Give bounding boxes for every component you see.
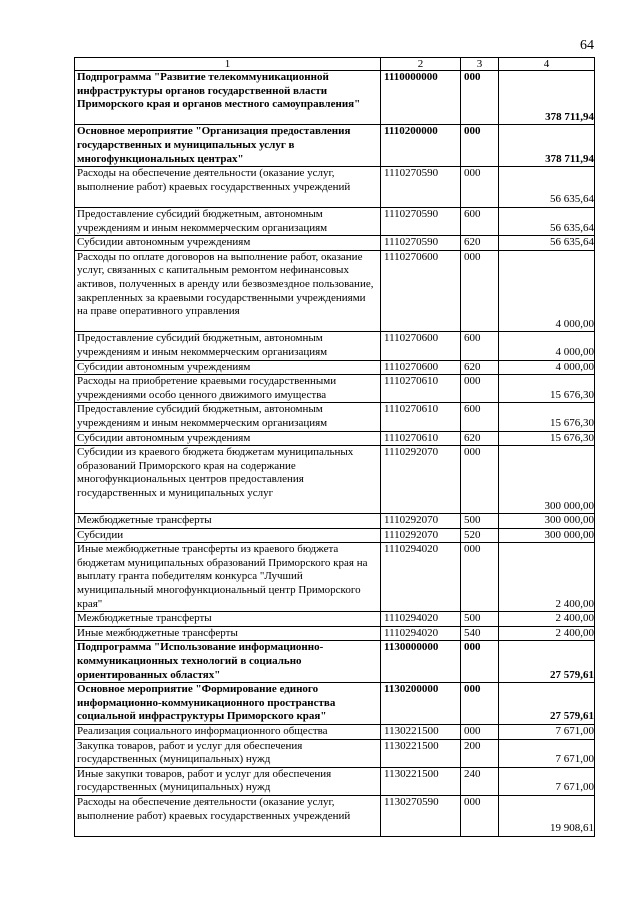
row-expense-kind: 240: [461, 767, 499, 795]
table-row: [75, 375, 595, 403]
row-code: 1110294020: [381, 626, 461, 641]
table-row: [75, 528, 595, 543]
row-name: Расходы на приобретение краевыми государственными учреждениями особо ценного движимого имущества: [75, 375, 381, 403]
row-expense-kind: 000: [461, 375, 499, 403]
table-row: [75, 514, 595, 529]
row-expense-kind: 000: [461, 795, 499, 836]
row-amount: 4 000,00: [499, 360, 595, 375]
row-expense-kind: 620: [461, 431, 499, 446]
row-amount: 2 400,00: [499, 612, 595, 627]
table-row: [75, 250, 595, 332]
row-expense-kind: 000: [461, 71, 499, 125]
table-row: [75, 167, 595, 208]
table-row: [75, 71, 595, 125]
row-amount: 2 400,00: [499, 543, 595, 612]
table-row: [75, 795, 595, 836]
row-name: Субсидии: [75, 528, 381, 543]
row-amount: 15 676,30: [499, 431, 595, 446]
row-amount: 300 000,00: [499, 446, 595, 514]
row-code: 1110294020: [381, 612, 461, 627]
row-code: 1110270600: [381, 360, 461, 375]
row-code: 1130221500: [381, 767, 461, 795]
table-row: [75, 543, 595, 612]
row-name: Иные межбюджетные трансферты: [75, 626, 381, 641]
budget-table: [74, 57, 595, 837]
table-row: [75, 641, 595, 683]
row-amount: 27 579,61: [499, 641, 595, 683]
row-amount: 300 000,00: [499, 528, 595, 543]
row-name: Основное мероприятие "Организация предоставления государственных и муниципальных услуг в многофункциональных центрах": [75, 125, 381, 167]
row-code: 1130221500: [381, 725, 461, 740]
row-code: 1130221500: [381, 739, 461, 767]
row-code: 1110292070: [381, 514, 461, 529]
row-amount: 15 676,30: [499, 403, 595, 431]
row-amount: 378 711,94: [499, 125, 595, 167]
row-expense-kind: 000: [461, 167, 499, 208]
row-code: 1130200000: [381, 683, 461, 725]
row-expense-kind: 620: [461, 236, 499, 251]
table-row: [75, 125, 595, 167]
row-code: 1130000000: [381, 641, 461, 683]
row-name: Субсидии автономным учреждениям: [75, 236, 381, 251]
table-row: [75, 431, 595, 446]
row-name: Предоставление субсидий бюджетным, автономным учреждениям и иным некоммерческим организациям: [75, 403, 381, 431]
row-amount: 4 000,00: [499, 250, 595, 332]
row-expense-kind: 540: [461, 626, 499, 641]
row-expense-kind: 000: [461, 125, 499, 167]
row-code: 1110270600: [381, 332, 461, 360]
table-row: [75, 207, 595, 235]
row-amount: 27 579,61: [499, 683, 595, 725]
row-amount: 56 635,64: [499, 236, 595, 251]
row-amount: 378 711,94: [499, 71, 595, 125]
row-amount: 56 635,64: [499, 167, 595, 208]
row-expense-kind: 000: [461, 725, 499, 740]
row-name: Субсидии из краевого бюджета бюджетам муниципальных образований Приморского края на содержание многофункциональных центров предоставления государственных и муниципальных услуг: [75, 446, 381, 514]
row-code: 1110000000: [381, 71, 461, 125]
row-expense-kind: 000: [461, 446, 499, 514]
row-code: 1110270590: [381, 167, 461, 208]
table-row: [75, 446, 595, 514]
row-name: Подпрограмма "Использование информационно-коммуникационных технологий в социально ориентированных областях": [75, 641, 381, 683]
row-name: Реализация социального информационного общества: [75, 725, 381, 740]
row-name: Предоставление субсидий бюджетным, автономным учреждениям и иным некоммерческим организациям: [75, 332, 381, 360]
row-amount: 4 000,00: [499, 332, 595, 360]
table-row: [75, 332, 595, 360]
row-expense-kind: 000: [461, 641, 499, 683]
table-row: [75, 739, 595, 767]
row-expense-kind: 620: [461, 360, 499, 375]
row-code: 1110270610: [381, 431, 461, 446]
row-amount: 7 671,00: [499, 767, 595, 795]
row-expense-kind: 600: [461, 207, 499, 235]
table-row: [75, 612, 595, 627]
row-name: Основное мероприятие "Формирование единого информационно-коммуникационного пространства социальной инфраструктуры Приморского края": [75, 683, 381, 725]
row-amount: 56 635,64: [499, 207, 595, 235]
row-code: 1110200000: [381, 125, 461, 167]
row-name: Расходы на обеспечение деятельности (оказание услуг, выполнение работ) краевых государственных учреждений: [75, 795, 381, 836]
row-code: 1110270610: [381, 403, 461, 431]
header-cell: 4: [499, 58, 595, 71]
row-code: 1110270590: [381, 207, 461, 235]
table-row: [75, 626, 595, 641]
header-cell: 2: [381, 58, 461, 71]
row-expense-kind: 500: [461, 612, 499, 627]
row-name: Расходы по оплате договоров на выполнение работ, оказание услуг, связанных с капитальным ремонтом нефинансовых активов, полученных в аренду или безвозмездное пользование, закрепленных за краевыми государственными учреждениями на праве оперативного управления: [75, 250, 381, 332]
row-amount: 2 400,00: [499, 626, 595, 641]
row-name: Иные закупки товаров, работ и услуг для обеспечения государственных (муниципальных) нужд: [75, 767, 381, 795]
row-name: Иные межбюджетные трансферты из краевого бюджета бюджетам муниципальных образований Приморского края на выплату гранта победителям конкурса "Лучший муниципальный многофункциональный центр Приморского края": [75, 543, 381, 612]
row-name: Субсидии автономным учреждениям: [75, 431, 381, 446]
table-header-row: [75, 58, 595, 71]
table-row: [75, 683, 595, 725]
row-code: 1130270590: [381, 795, 461, 836]
row-name: Межбюджетные трансферты: [75, 514, 381, 529]
row-expense-kind: 520: [461, 528, 499, 543]
row-name: Субсидии автономным учреждениям: [75, 360, 381, 375]
page-number: 64: [580, 38, 594, 53]
row-code: 1110292070: [381, 446, 461, 514]
row-expense-kind: 500: [461, 514, 499, 529]
row-name: Межбюджетные трансферты: [75, 612, 381, 627]
row-code: 1110294020: [381, 543, 461, 612]
row-amount: 15 676,30: [499, 375, 595, 403]
row-amount: 19 908,61: [499, 795, 595, 836]
row-name: Подпрограмма "Развитие телекоммуникационной инфраструктуры органов государственной власти Приморского края и органов местного самоуправления": [75, 71, 381, 125]
row-expense-kind: 000: [461, 543, 499, 612]
row-amount: 300 000,00: [499, 514, 595, 529]
row-expense-kind: 000: [461, 683, 499, 725]
row-code: 1110270610: [381, 375, 461, 403]
row-expense-kind: 000: [461, 250, 499, 332]
table-row: [75, 360, 595, 375]
row-name: Закупка товаров, работ и услуг для обеспечения государственных (муниципальных) нужд: [75, 739, 381, 767]
table-row: [75, 725, 595, 740]
header-cell: 1: [75, 58, 381, 71]
row-expense-kind: 200: [461, 739, 499, 767]
row-expense-kind: 600: [461, 403, 499, 431]
row-code: 1110270590: [381, 236, 461, 251]
table-row: [75, 767, 595, 795]
table-row: [75, 403, 595, 431]
header-cell: 3: [461, 58, 499, 71]
row-amount: 7 671,00: [499, 725, 595, 740]
row-name: Предоставление субсидий бюджетным, автономным учреждениям и иным некоммерческим организациям: [75, 207, 381, 235]
row-amount: 7 671,00: [499, 739, 595, 767]
row-name: Расходы на обеспечение деятельности (оказание услуг, выполнение работ) краевых государственных учреждений: [75, 167, 381, 208]
row-code: 1110292070: [381, 528, 461, 543]
row-expense-kind: 600: [461, 332, 499, 360]
row-code: 1110270600: [381, 250, 461, 332]
table-row: [75, 236, 595, 251]
